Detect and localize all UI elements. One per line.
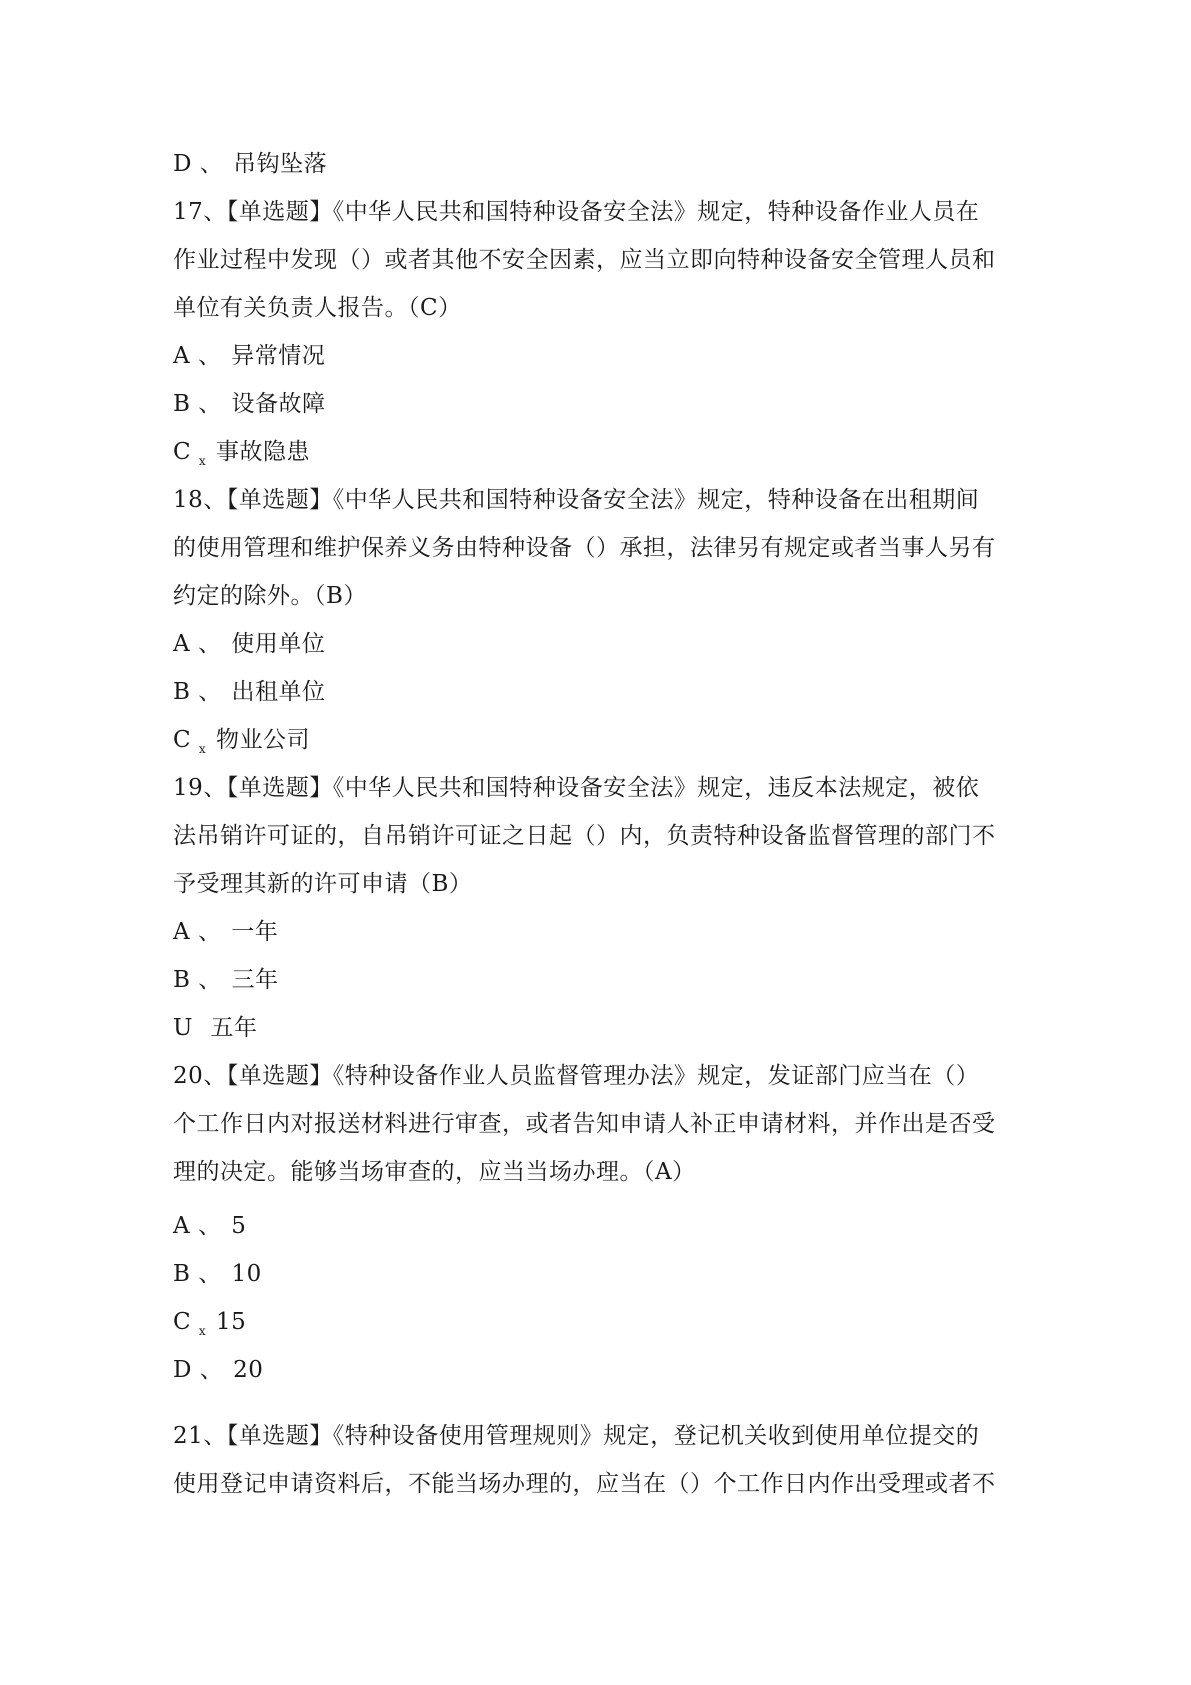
option-mark: 、 (198, 679, 222, 705)
option-text: 三年 (231, 967, 279, 993)
option-letter: D (173, 1357, 192, 1383)
option-b (173, 668, 1033, 716)
option-b (173, 956, 1033, 1004)
option-letter: D (173, 151, 192, 177)
question-line: 17、【单选题】《中华人民共和国特种设备安全法》规定，特种设备作业人员在 (173, 199, 980, 225)
option-text: 10 (231, 1261, 262, 1287)
option-text: 事故隐患 (216, 439, 311, 465)
question-21 (173, 1412, 1033, 1508)
option-letter: B (173, 391, 191, 417)
option-d (173, 1346, 1033, 1394)
option-mark: x (198, 742, 207, 756)
question-line: 作业过程中发现（）或者其他不安全因素，应当立即向特种设备安全管理人员和 (173, 247, 996, 273)
option-letter: U (173, 1015, 193, 1041)
option-mark: 、 (198, 1261, 222, 1287)
option-text: 使用单位 (231, 631, 326, 657)
option-mark: 、 (197, 631, 222, 657)
option-letter: A (173, 343, 191, 369)
option-a (173, 332, 1033, 380)
question-line: 21、【单选题】《特种设备使用管理规则》规定，登记机关收到使用单位提交的 (173, 1423, 980, 1449)
option-c (173, 716, 1033, 764)
question-line: 约定的除外。（B） (173, 583, 367, 609)
option-letter: C (173, 439, 192, 465)
question-line: 单位有关负责人报告。（C） (173, 295, 462, 321)
option-mark: 、 (199, 1357, 224, 1383)
option-c (173, 428, 1033, 476)
option-mark: 、 (198, 967, 222, 993)
option-letter: A (173, 631, 191, 657)
question-line: 个工作日内对报送材料进行审查，或者告知申请人补正申请材料，并作出是否受 (173, 1111, 996, 1137)
option-b (173, 380, 1033, 428)
option-text: 五年 (210, 1015, 258, 1041)
option-text: 出租单位 (231, 679, 326, 705)
option-mark: 、 (199, 151, 224, 177)
question-line: 法吊销许可证的，自吊销许可证之日起（）内，负责特种设备监督管理的部门不 (173, 823, 996, 849)
question-18 (173, 476, 1033, 764)
option-letter: A (173, 1213, 191, 1239)
option-a (173, 908, 1033, 956)
option-d-carryover (173, 140, 1033, 188)
question-17 (173, 188, 1033, 476)
question-line: 19、【单选题】《中华人民共和国特种设备安全法》规定，违反本法规定，被依 (173, 775, 980, 801)
question-line: 使用登记申请资料后，不能当场办理的，应当在（）个工作日内作出受理或者不 (173, 1471, 996, 1497)
question-line: 18、【单选题】《中华人民共和国特种设备安全法》规定，特种设备在出租期间 (173, 487, 980, 513)
option-mark: 、 (198, 391, 222, 417)
option-text: 15 (216, 1309, 247, 1335)
option-letter: B (173, 967, 191, 993)
option-letter: C (173, 1309, 192, 1335)
option-c (173, 1004, 1033, 1052)
option-a (173, 1202, 1033, 1250)
option-letter: C (173, 727, 192, 753)
question-line: 理的决定。能够当场审查的，应当当场办理。（A） (173, 1159, 696, 1185)
option-letter: B (173, 679, 191, 705)
option-text: 吊钩坠落 (233, 151, 328, 177)
option-mark: 、 (197, 919, 222, 945)
option-mark: x (198, 454, 207, 468)
option-text: 物业公司 (216, 727, 311, 753)
question-line: 予受理其新的许可申请（B） (173, 871, 473, 897)
option-text: 设备故障 (231, 391, 326, 417)
option-text: 20 (233, 1357, 264, 1383)
question-20 (173, 1052, 1033, 1394)
question-19 (173, 764, 1033, 1052)
option-mark: x (198, 1324, 207, 1338)
option-text: 一年 (231, 919, 279, 945)
option-b (173, 1250, 1033, 1298)
question-line: 的使用管理和维护保养义务由特种设备（）承担，法律另有规定或者当事人另有 (173, 535, 996, 561)
option-c (173, 1298, 1033, 1346)
document-page (173, 140, 1033, 1508)
option-mark: 、 (197, 1213, 222, 1239)
question-line: 20、【单选题】《特种设备作业人员监督管理办法》规定，发证部门应当在（） (173, 1063, 980, 1089)
option-letter: A (173, 919, 191, 945)
option-text: 异常情况 (231, 343, 326, 369)
option-letter: B (173, 1261, 191, 1287)
option-text: 5 (231, 1213, 247, 1239)
option-mark: 、 (197, 343, 222, 369)
option-a (173, 620, 1033, 668)
